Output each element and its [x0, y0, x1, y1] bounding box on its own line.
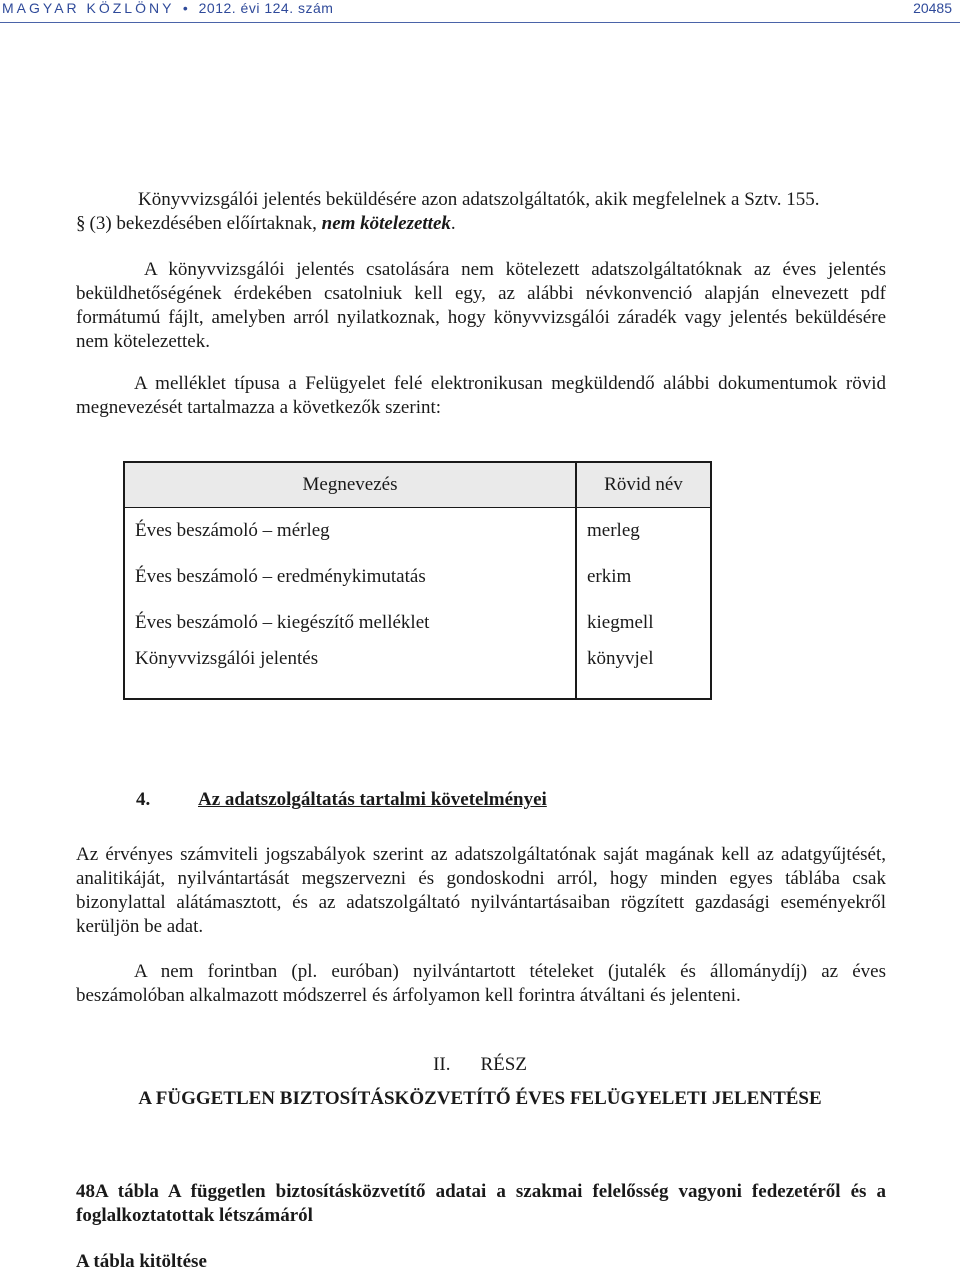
paragraph-attachment-type: A melléklet típusa a Felügyelet felé elektronikusan megküldendő alábbi dokumentumok rövid megnevezését tartalmazza a következők szerint: — [76, 373, 886, 418]
part-word: RÉSZ — [480, 1054, 527, 1075]
table-row — [124, 646, 711, 699]
line-2-end: . — [450, 213, 456, 234]
section-number: 4. — [136, 789, 151, 810]
table-48a-heading: 48A tábla A független biztosításközvetítő adatai a szakmai felelősség vagyoni fedezetéről és a foglalkoztatottak létszámáról — [76, 1181, 886, 1226]
part-heading — [0, 1053, 960, 1077]
cell-name: Éves beszámoló – eredménykimutatás — [124, 554, 576, 600]
header-left — [2, 0, 333, 16]
section-4-heading — [136, 788, 547, 812]
bullet-separator: • — [182, 0, 189, 16]
cell-name: Éves beszámoló – kiegészítő melléklet — [124, 600, 576, 646]
fill-instructions-heading: A tábla kitöltése — [76, 1251, 207, 1272]
paragraph-line-1: Könyvvizsgálói jelentés beküldésére azon adatszolgáltatók, akik megfelelnek a Sztv. 155. — [138, 189, 820, 210]
cell-name: Könyvvizsgálói jelentés — [124, 646, 576, 699]
cell-short-name: erkim — [587, 566, 632, 587]
paragraph-currency-conversion: A nem forintban (pl. euróban) nyilvántartott tételeket (jutalék és állománydíj) az éves beszámolóban alkalmazott módszerrel és árfolyamon kell forintra átváltani és jelenteni. — [76, 961, 886, 1006]
paragraph-submission-exemption — [76, 188, 886, 236]
cell-short-name: merleg — [587, 520, 640, 541]
column-header-short-name: Rövid név — [576, 462, 711, 508]
issue-label: 2012. évi 124. szám — [198, 0, 334, 16]
paragraph-pdf-naming: A könyvvizsgálói jelentés csatolására nem kötelezett adatszolgáltatóknak az éves jelentés beküldhetőségének érdekében csatolniuk kell egy, az alábbi névkonvenció alapján elnevezett pdf formátumú fájlt, amelyben arról nyilatkoznak, hogy könyvvizsgálói záradék vagy jelentés beküldésére nem kötelezettek. — [76, 259, 886, 352]
part-title: A FÜGGETLEN BIZTOSÍTÁSKÖZVETÍTŐ ÉVES FELÜGYELETI JELENTÉSE — [138, 1088, 822, 1109]
cell-short-name: kiegmell — [587, 612, 654, 633]
cell-short-name: könyvjel — [587, 648, 654, 669]
line-2-prefix: (3) bekezdésében előírtaknak, — [89, 213, 322, 234]
cell-name: Éves beszámoló – mérleg — [124, 508, 576, 555]
table-row — [124, 554, 711, 600]
column-header-name: Megnevezés — [124, 462, 576, 508]
section-title: Az adatszolgáltatás tartalmi követelményei — [198, 789, 547, 810]
table-header-row — [124, 462, 711, 508]
emphasis-not-obligated: nem kötelezettek — [321, 213, 451, 234]
publication-name: MAGYAR KÖZLÖNY — [2, 0, 175, 16]
part-roman-numeral: II. — [433, 1054, 451, 1075]
table-row — [124, 508, 711, 555]
section-sign: § — [76, 213, 86, 234]
table-row — [124, 600, 711, 646]
paragraph-line-2 — [76, 212, 886, 236]
paragraph-accounting-rules: Az érvényes számviteli jogszabályok szerint az adatszolgáltatónak saját magának kell az adatgyűjtését, analitikáját, nyilvántartását megszervezni és gondoskodni arról, hogy minden egyes táblába csak bizonylattal alátámasztott, és az adatszolgáltató nyilvántartásaiban rögzített gazdasági eseményekről kerüljön be adat. — [76, 844, 886, 937]
page-header — [0, 0, 960, 23]
short-name-table — [123, 461, 712, 700]
page-number: 20485 — [913, 0, 952, 16]
